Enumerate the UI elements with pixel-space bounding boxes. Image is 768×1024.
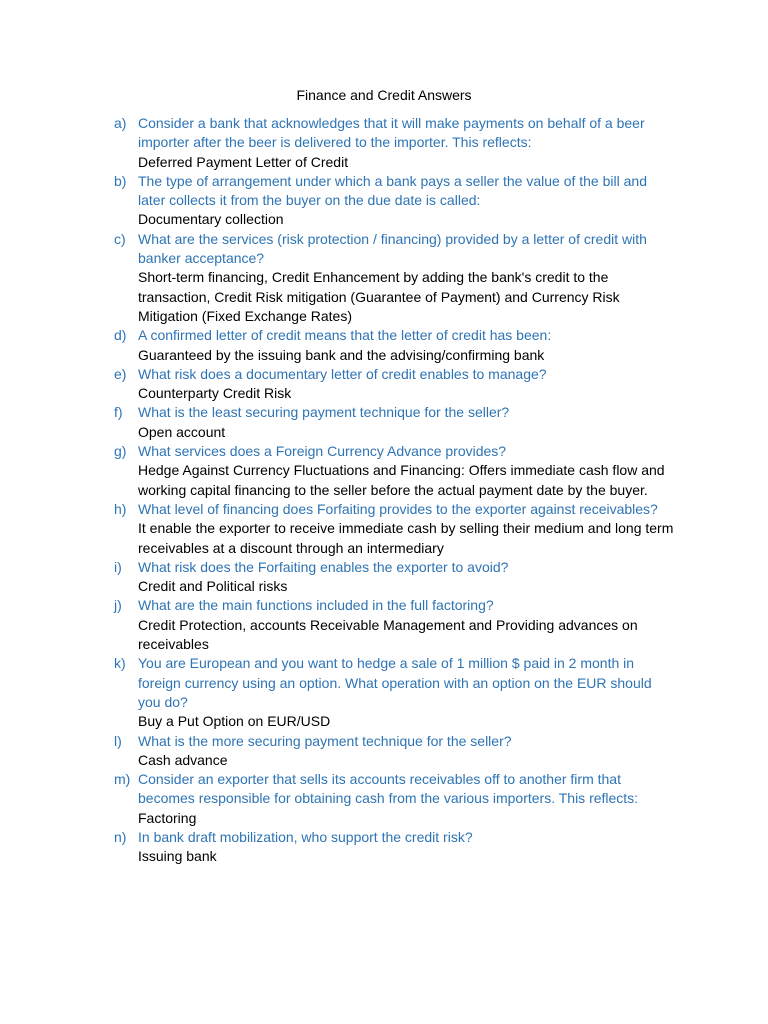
qa-item [108,114,678,172]
qa-item [108,230,678,326]
qa-item [108,732,678,771]
qa-item-marker: a) [114,115,127,131]
qa-answer: Hedge Against Currency Fluctuations and Financing: Offers immediate cash flow and working capital financing to the seller before the actual payment date by the buyer. [138,462,665,498]
qa-item [108,770,678,828]
qa-list [108,114,678,867]
qa-question: What is the more securing payment technique for the seller? [138,732,512,749]
qa-item-marker: c) [114,230,126,247]
qa-item-marker: h) [114,500,127,517]
qa-answer: Credit and Political risks [138,578,288,595]
qa-answer: Credit Protection, accounts Receivable Management and Providing advances on receivables [138,616,638,653]
qa-item-marker: e) [114,365,127,382]
qa-question: What are the services (risk protection / financing) provided by a letter of credit with banker acceptance? [138,230,647,267]
qa-question: A confirmed letter of credit means that the letter of credit has been: [138,327,552,344]
qa-item-marker: k) [114,655,126,672]
qa-answer: Counterparty Credit Risk [138,385,292,402]
qa-question: What is the least securing payment technique for the seller? [138,404,510,421]
qa-answer: Guaranteed by the issuing bank and the advising/confirming bank [138,346,545,363]
qa-question: What risk does the Forfaiting enables the exporter to avoid? [138,558,509,575]
qa-item [108,442,678,500]
qa-item [108,365,678,404]
qa-question: Consider a bank that acknowledges that it will make payments on behalf of a beer importer after the beer is delivered to the importer. This reflects: [138,115,645,151]
qa-item [108,172,678,230]
qa-answer: It enable the exporter to receive immediate cash by selling their medium and long term receivables at a discount through an intermediary [138,520,674,556]
qa-item-marker: l) [114,732,122,749]
qa-answer: Open account [138,423,226,440]
qa-question: What services does a Foreign Currency Advance provides? [138,443,507,460]
qa-question: Consider an exporter that sells its accounts receivables off to another firm that becomes responsible for obtaining cash from the various importers. This reflects: [138,771,639,807]
qa-item-marker: n) [114,828,127,845]
qa-item-marker: g) [114,443,127,460]
qa-question: In bank draft mobilization, who support the credit risk? [138,828,473,845]
qa-item-marker: b) [114,172,127,189]
qa-item-marker: i) [114,558,122,575]
qa-answer: Cash advance [138,751,228,768]
qa-item-marker: d) [114,327,127,344]
qa-item-marker: j) [114,597,122,614]
qa-item [108,828,678,867]
qa-question: What risk does a documentary letter of credit enables to manage? [138,365,547,382]
qa-question: You are European and you want to hedge a sale of 1 million $ paid in 2 month in foreign currency using an option. What operation with an option on the EUR should you do? [138,655,652,710]
qa-question: The type of arrangement under which a bank pays a seller the value of the bill and later collects it from the buyer on the due date is called: [138,172,647,209]
qa-answer: Factoring [138,809,197,826]
qa-item-marker: f) [114,404,123,421]
qa-question: What level of financing does Forfaiting provides to the exporter against receivables? [138,500,658,517]
qa-answer: Short-term financing, Credit Enhancement by adding the bank's credit to the transaction, Credit Risk mitigation (Guarantee of Payment) and Currency Risk Mitigation (Fixed Exchange Rates) [138,269,620,324]
qa-answer: Documentary collection [138,211,284,228]
qa-answer: Buy a Put Option on EUR/USD [138,713,331,730]
qa-answer: Deferred Payment Letter of Credit [138,153,349,170]
qa-item [108,403,678,442]
qa-item [108,596,678,654]
document-title: Finance and Credit Answers [296,87,472,103]
qa-question: What are the main functions included in the full factoring? [138,597,494,614]
qa-item [108,654,678,731]
qa-item-marker: m) [114,771,131,788]
qa-item [108,558,678,597]
qa-item [108,500,678,558]
qa-answer: Issuing bank [138,848,217,865]
qa-item [108,326,678,365]
